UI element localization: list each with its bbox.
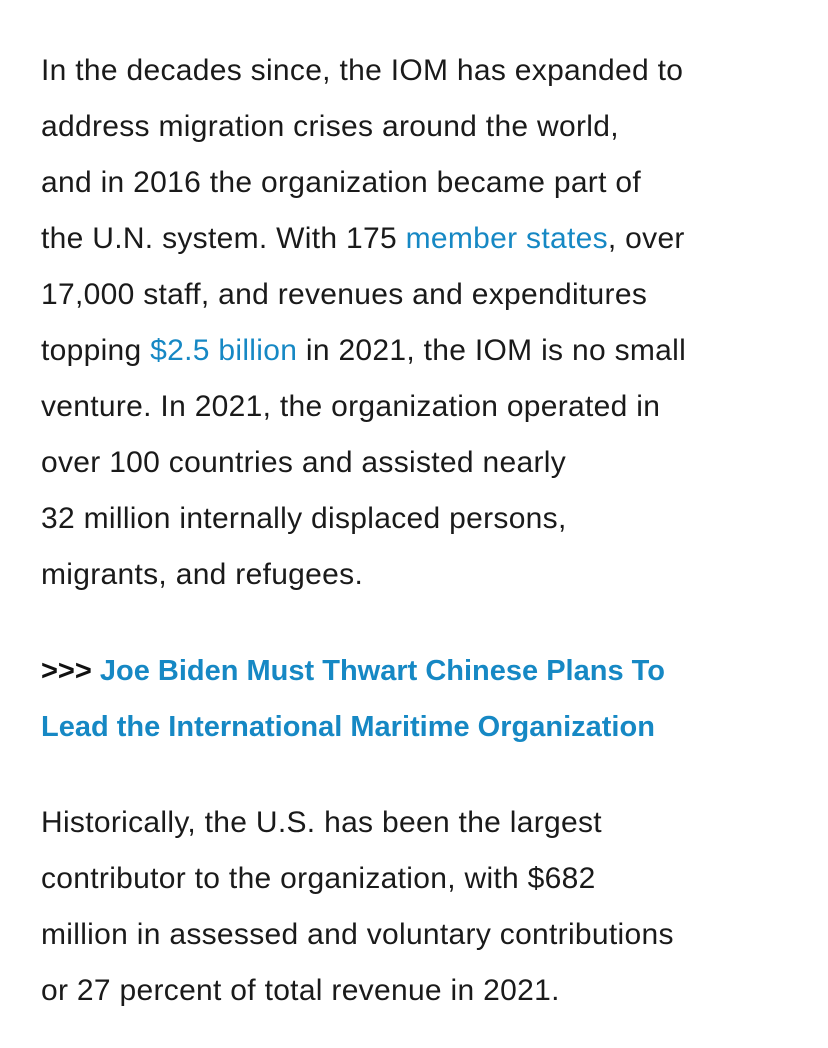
promo-line bbox=[41, 699, 801, 755]
text-line: million in assessed and voluntary contributions bbox=[41, 918, 674, 951]
related-article-promo bbox=[41, 643, 801, 755]
text-line: 32 million internally displaced persons, bbox=[41, 502, 567, 535]
text-line: or 27 percent of total revenue in 2021. bbox=[41, 974, 560, 1007]
text-line: In the decades since, the IOM has expanded to bbox=[41, 54, 684, 87]
text-line: over 100 countries and assisted nearly bbox=[41, 446, 567, 479]
text-line: venture. In 2021, the organization operated in bbox=[41, 390, 661, 423]
text-line bbox=[41, 323, 801, 379]
text-line: Historically, the U.S. has been the largest bbox=[41, 806, 602, 839]
related-article-link[interactable]: Joe Biden Must Thwart Chinese Plans To bbox=[99, 655, 665, 687]
text-line bbox=[41, 211, 801, 267]
promo-arrows: >>> bbox=[41, 655, 100, 687]
article-body bbox=[41, 43, 801, 1019]
text-segment: , over bbox=[607, 222, 685, 255]
text-line: contributor to the organization, with $682 bbox=[41, 862, 596, 895]
member-states-link[interactable]: member states bbox=[405, 222, 608, 255]
paragraph-us-contribution bbox=[41, 795, 801, 1019]
billion-link[interactable]: $2.5 billion bbox=[150, 334, 298, 367]
text-line: 17,000 staff, and revenues and expenditures bbox=[41, 278, 648, 311]
text-line: address migration crises around the world, bbox=[41, 110, 619, 143]
paragraph-iom-expansion bbox=[41, 43, 801, 603]
related-article-link-continued[interactable]: Lead the International Maritime Organization bbox=[41, 711, 655, 743]
text-segment: the U.N. system. With 175 bbox=[41, 222, 406, 255]
text-segment: topping bbox=[41, 334, 151, 367]
text-line: and in 2016 the organization became part of bbox=[41, 166, 641, 199]
promo-line bbox=[41, 643, 801, 699]
text-line: migrants, and refugees. bbox=[41, 558, 364, 591]
text-segment: in 2021, the IOM is no small bbox=[297, 334, 687, 367]
